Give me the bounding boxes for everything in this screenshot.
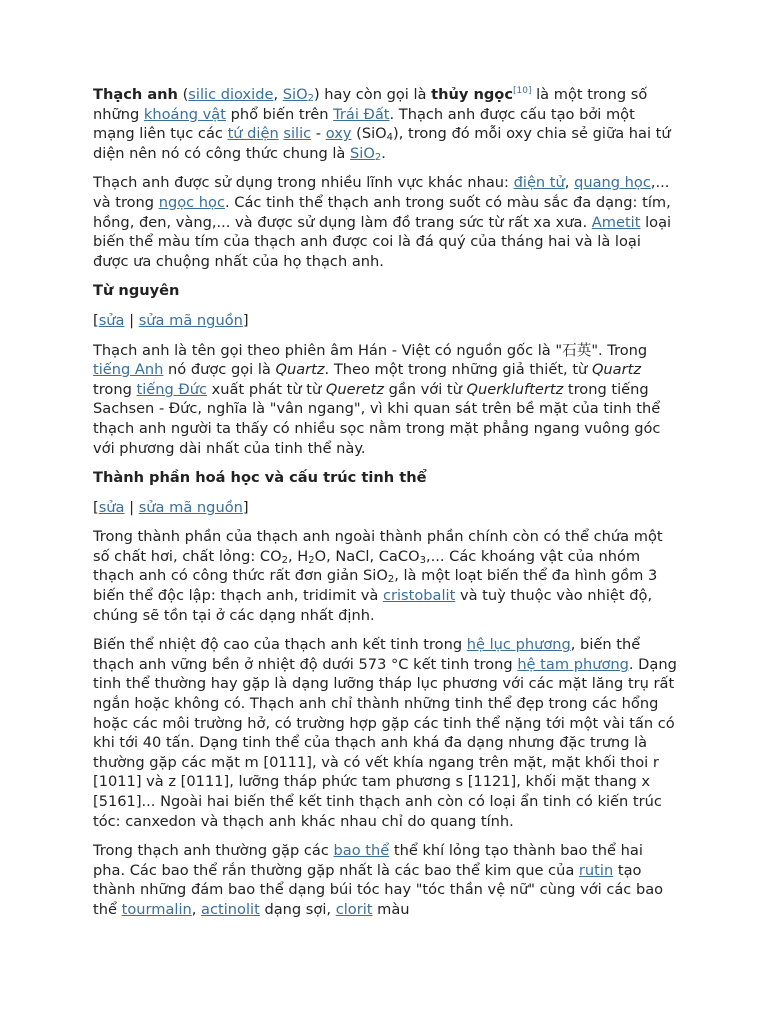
- article-body: [93, 85, 678, 930]
- edit-link[interactable]: sửa: [98, 498, 125, 516]
- composition-paragraph-3: Trong thạch anh thường gặp các bao thể thể khí lỏng tạo thành bao thể hai pha. Các bao thể rắn thường gặp nhất là các bao thể kim que của rutin tạo thành những đám bao thể dạng búi tóc hay "tóc thần vệ nữ" cùng với các bao thể tourmalin, actinolit dạng sợi, clorit màu: [93, 842, 664, 918]
- link-tieng-duc[interactable]: tiếng Đức: [136, 380, 207, 398]
- link-actinolit[interactable]: actinolit: [201, 900, 260, 918]
- link-he-tam-phuong[interactable]: hệ tam phương: [517, 655, 629, 673]
- section-heading-etymology: Từ nguyên: [93, 282, 180, 300]
- link-ngoc-hoc[interactable]: ngọc học: [158, 193, 226, 211]
- link-sio2[interactable]: SiO$_2$: [282, 86, 314, 104]
- link-tu-dien[interactable]: tứ diện: [227, 125, 279, 143]
- section-heading-composition: Thành phần hoá học và cấu trúc tinh thể: [93, 469, 427, 487]
- subject-term: Thạch anh: [93, 86, 178, 103]
- link-trai-dat[interactable]: Trái Đất: [333, 105, 390, 123]
- link-rutin[interactable]: rutin: [578, 861, 614, 879]
- link-silic-dioxide[interactable]: silic dioxide: [188, 86, 274, 103]
- link-khoang-vat[interactable]: khoáng vật: [143, 105, 226, 123]
- intro-paragraph-2: Thạch anh được sử dụng trong nhiều lĩnh vực khác nhau: điện tử, quang học,... và trong ngọc học. Các tinh thể thạch anh trong suốt có màu sắc đa dạng: tím, hồng, đen, vàng,... và được sử dụng làm đồ trang sức từ rất xa xưa. Ametit loại biến thể màu tím của thạch anh được coi là đá quý của tháng hai và là loại được ưa chuộng nhất của họ thạch anh.: [93, 174, 672, 270]
- link-cristobalit[interactable]: cristobalit: [382, 587, 456, 605]
- reference-10[interactable]: [10]: [512, 86, 532, 96]
- link-sio2-formula[interactable]: SiO$_2$: [350, 144, 382, 163]
- link-tourmalin[interactable]: tourmalin: [121, 900, 192, 918]
- edit-source-link[interactable]: sửa mã nguồn: [138, 498, 243, 516]
- link-clorit[interactable]: clorit: [335, 900, 373, 918]
- composition-paragraph-2: Biến thể nhiệt độ cao của thạch anh kết tinh trong hệ lục phương, biến thể thạch anh vững bền ở nhiệt độ dưới 573 °C kết tinh trong hệ tam phương. Dạng tinh thể thường hay gặp là dạng lưỡng tháp lục phương với các mặt lăng trụ rất ngắn hoặc không có. Thạch anh chỉ thành những tinh thể đẹp trong các hổng hoặc các môi trường hở, có trường hợp gặp các tinh thể nặng tới một vài tấn có khi tới 40 tấn. Dạng tinh thể của thạch anh khá đa dạng nhưng đặc trưng là thường gặp các mặt m [0111], và có vết khía ngang trên mặt, mặt khối thoi r [1011] và z [0111], lưỡng tháp phức tam phương s [1121], khối mặt thang x [5161]... Ngoài hai biến thể kết tinh thạch anh còn có loại ẩn tinh có kiến trúc tóc: canxedon và thạch anh khác nhau chỉ do quang tính.: [93, 636, 677, 830]
- link-bao-the[interactable]: bao thể: [333, 842, 390, 860]
- link-oxy[interactable]: oxy: [325, 125, 352, 143]
- intro-paragraph-1: Thạch anh (silic dioxide, SiO$_2$) hay còn gọi là thủy ngọc[10] là một trong số những khoáng vật phổ biến trên Trái Đất. Thạch anh được cấu tạo bởi một mạng liên tục các tứ diện silic - oxy (SiO$_4$), trong đó mỗi oxy chia sẻ giữa hai tứ diện nên nó có công thức chung là SiO$_2$.: [93, 86, 671, 163]
- link-tieng-anh[interactable]: tiếng Anh: [93, 361, 164, 379]
- alias-term: thủy ngọc: [431, 86, 513, 103]
- link-ametit[interactable]: Ametit: [591, 213, 641, 231]
- edit-links-etymology: [sửa | sửa mã nguồn]: [93, 311, 249, 329]
- link-quang-hoc[interactable]: quang học: [574, 174, 651, 192]
- composition-paragraph-1: Trong thành phần của thạch anh ngoài thành phần chính còn có thể chứa một số chất hơi, chất lỏng: $CO_2$, $H_2O$, NaCl, CaCO$_3$,... Các khoáng vật của nhóm thạch anh có công thức rất đơn giản SiO$_2$, là một loạt biến thể đa hình gồm 3 biến thể độc lập: thạch anh, tridimit và cristobalit và tuỳ thuộc vào nhiệt độ, chúng sẽ tồn tại ở các dạng nhất định.: [93, 528, 663, 624]
- link-dien-tu[interactable]: điện tử: [513, 174, 565, 192]
- hanzi-term: 石英: [562, 341, 592, 359]
- edit-source-link[interactable]: sửa mã nguồn: [138, 311, 243, 329]
- etymology-paragraph: Thạch anh là tên gọi theo phiên âm Hán - Việt có nguồn gốc là "石英". Trong tiếng Anh nó được gọi là Quartz. Theo một trong những giả thiết, từ Quartz trong tiếng Đức xuất phát từ từ Queretz gần với từ Querkluftertz trong tiếng Sachsen - Đức, nghĩa là "vân ngang", vì khi quan sát trên bề mặt của tinh thể thạch anh người ta thấy có nhiều sọc nằm trong mặt phẳng ngang vuông góc với phương dài nhất của tinh thể này.: [93, 341, 661, 457]
- edit-link[interactable]: sửa: [98, 311, 125, 329]
- link-silic[interactable]: silic: [283, 125, 312, 143]
- edit-links-composition: [sửa | sửa mã nguồn]: [93, 498, 249, 516]
- link-he-luc-phuong[interactable]: hệ lục phương: [466, 636, 571, 654]
